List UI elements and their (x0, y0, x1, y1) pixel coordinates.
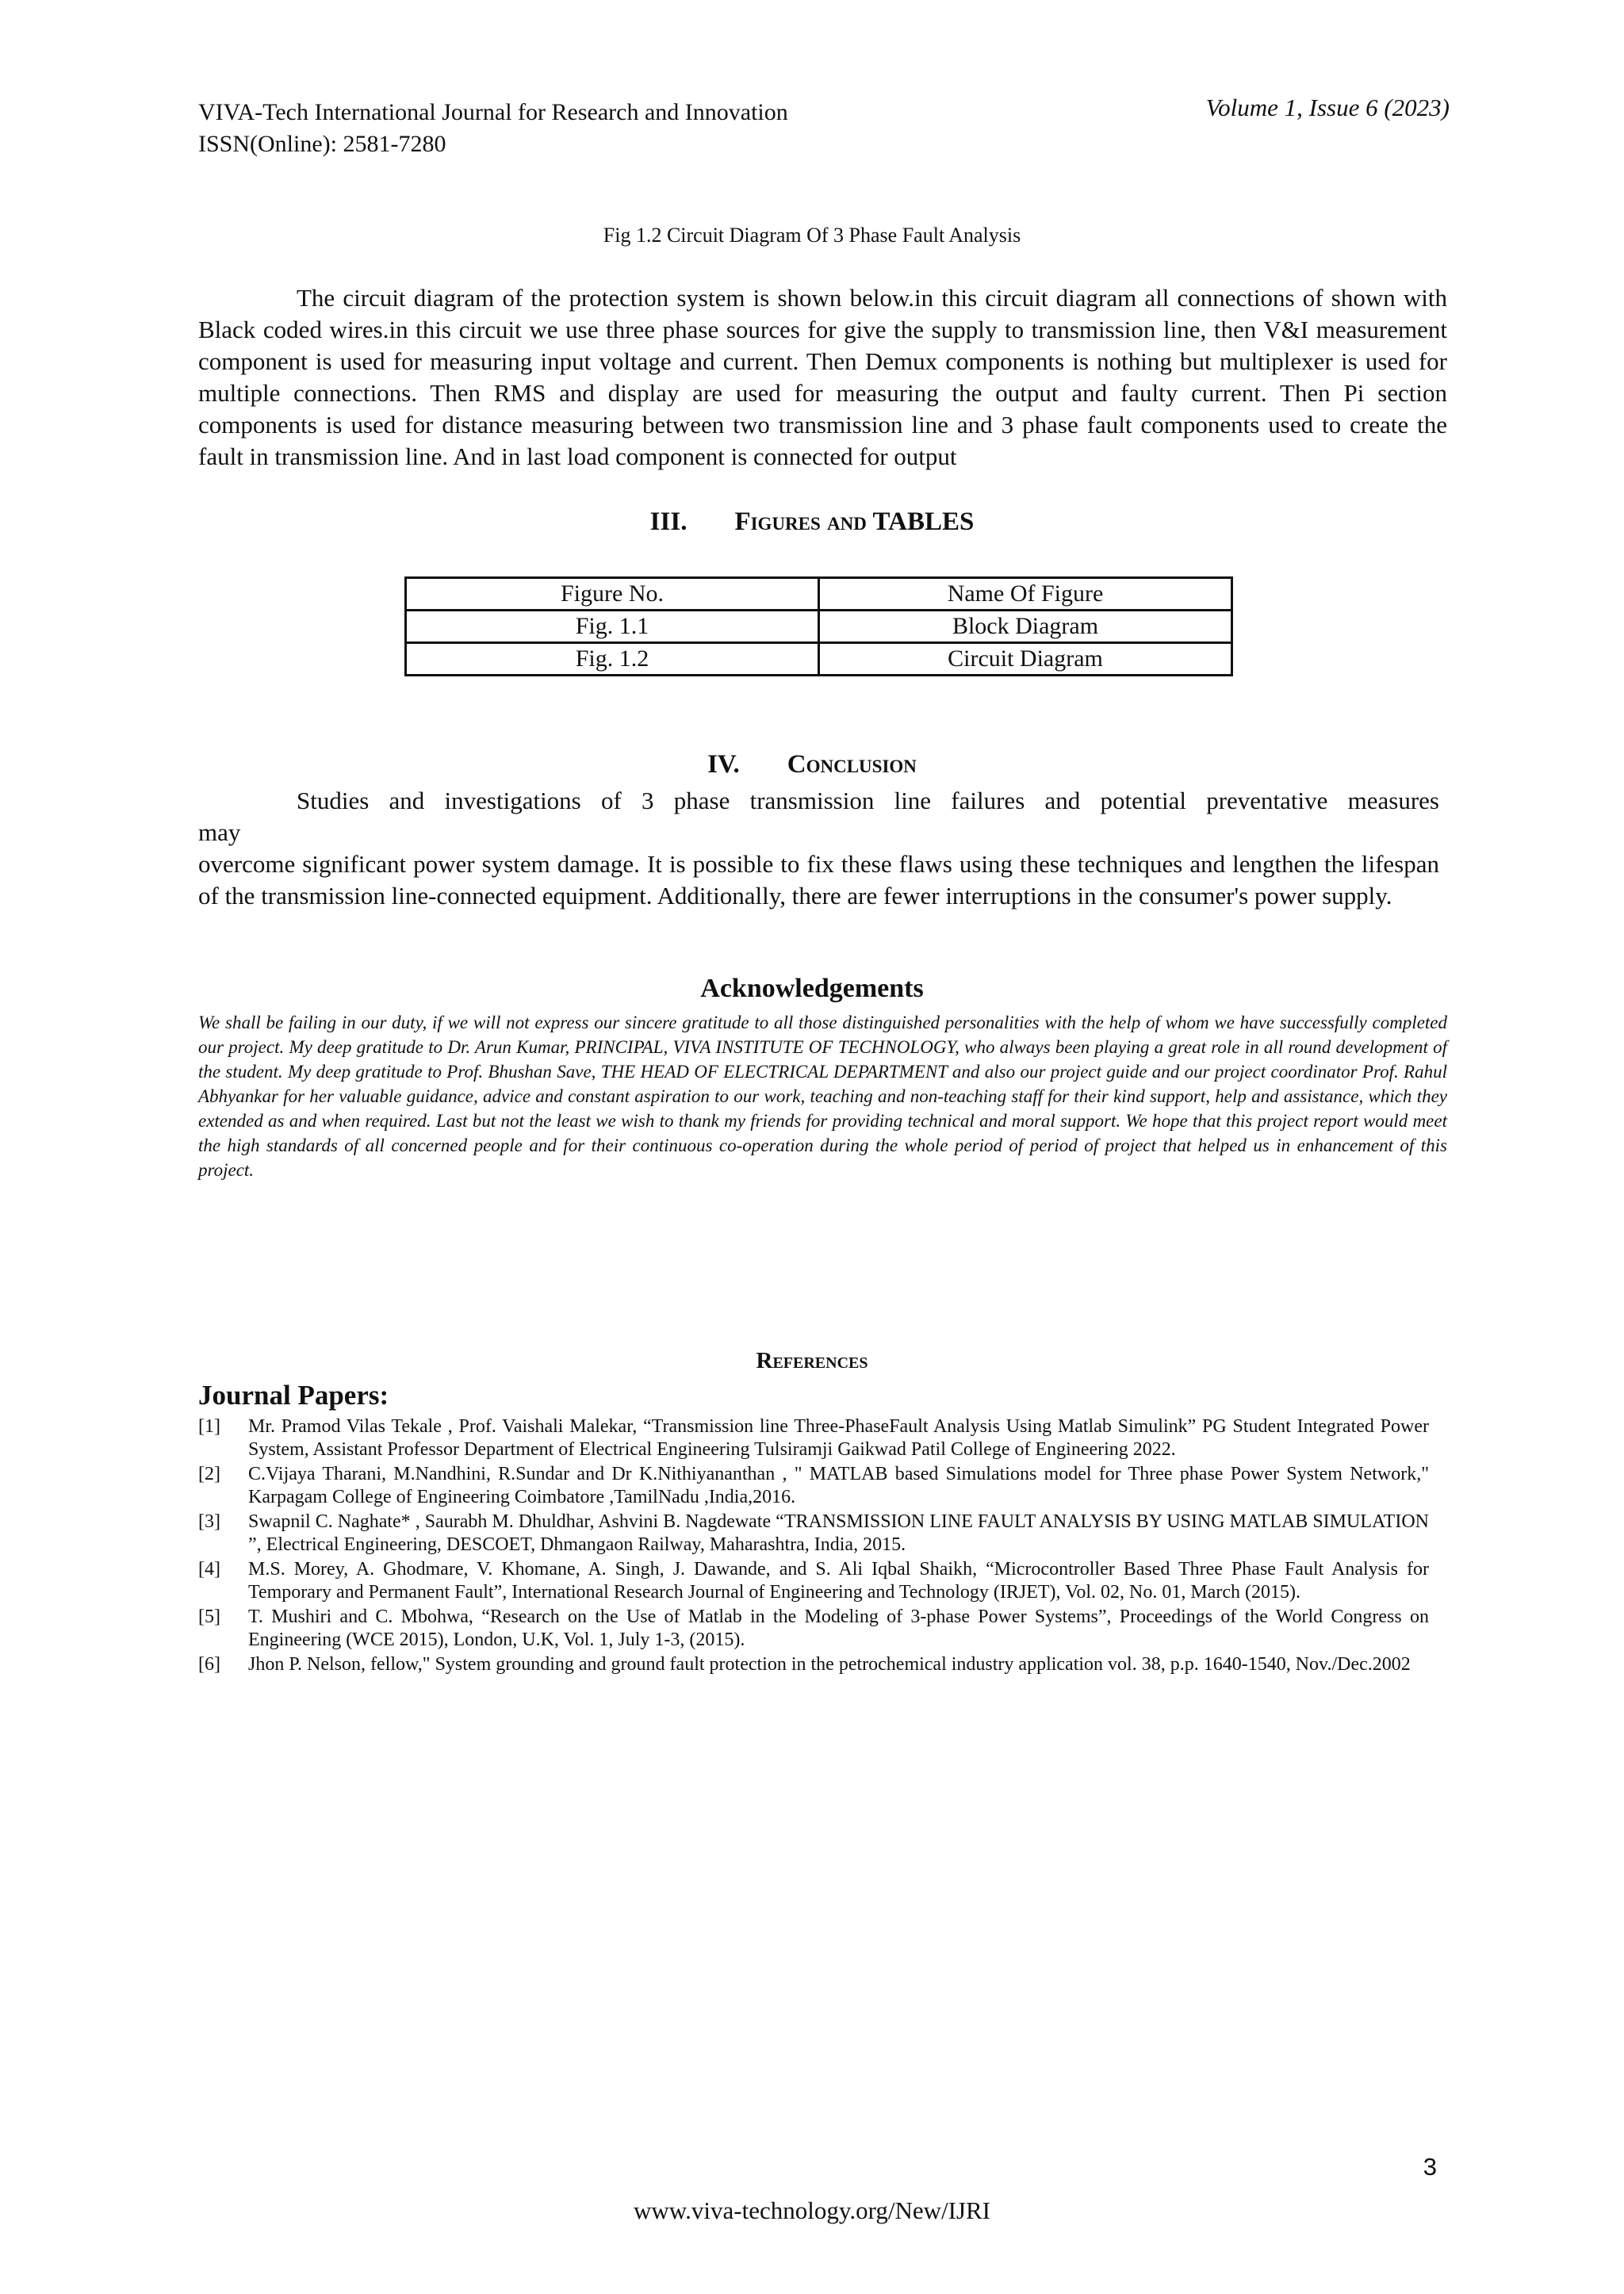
section-title: Conclusion (787, 750, 917, 779)
page-number: 3 (1423, 2153, 1437, 2181)
conclusion-line: Studies and investigations of 3 phase transmission line failures and potential preventative measures (297, 787, 1439, 814)
figures-table (404, 576, 1233, 676)
reference-number: [6] (198, 1654, 220, 1675)
table-header-cell: Figure No. (406, 578, 819, 611)
reference-number: [4] (198, 1559, 220, 1580)
conclusion-paragraph (198, 785, 1439, 912)
reference-number: [1] (198, 1416, 220, 1437)
section-number: IV. (707, 750, 740, 779)
table-cell: Fig. 1.2 (406, 643, 819, 676)
section-heading-conclusion (0, 750, 1624, 779)
references-heading: References (756, 1348, 868, 1373)
section-heading-figures-tables (0, 507, 1624, 537)
section-title-part: TABLES (866, 507, 975, 536)
acknowledgements-heading: Acknowledgements (700, 974, 924, 1003)
reference-text: Jhon P. Nelson, fellow," System grounding and ground fault protection in the petrochemical industry application vol. 38, p.p. 1640-1540, Nov./Dec.2002 (248, 1654, 1411, 1675)
journal-title: VIVA-Tech International Journal for Research and Innovation (198, 99, 788, 125)
reference-text: C.Vijaya Tharani, M.Nandhini, R.Sundar and Dr K.Nithiyananthan , " MATLAB based Simulations model for Three phase Power System Network," Karpagam College of Engineering Coimbatore ,TamilNadu ,India,2016. (248, 1464, 1429, 1507)
table-cell: Block Diagram (819, 611, 1232, 643)
table-header-row (406, 578, 1232, 611)
reference-item (198, 1653, 1429, 1676)
reference-item (198, 1511, 1429, 1557)
journal-header (198, 97, 788, 160)
table-cell: Circuit Diagram (819, 643, 1232, 676)
section-number: III. (649, 507, 688, 536)
table-row (406, 643, 1232, 676)
reference-item (198, 1415, 1429, 1461)
section-title-part: Figures and (734, 507, 867, 536)
reference-text: T. Mushiri and C. Mbohwa, “Research on the Use of Matlab in the Modeling of 3-phase Power Systems”, Proceedings of the World Congress on Engineering (WCE 2015), London, U.K, Vol. 1, July 1-3, (2015). (248, 1607, 1429, 1650)
acknowledgements-text: We shall be failing in our duty, if we will not express our sincere gratitude to all those distinguished personalities with the help of whom we have successfully completed our project. My deep gratitude to Dr. Arun Kumar, PRINCIPAL, VIVA INSTITUTE OF TECHNOLOGY, who always been playing a great role in all round development of the student. My deep gratitude to Prof. Bhushan Save, THE HEAD OF ELECTRICAL DEPARTMENT and also our project guide and our project coordinator Prof. Rahul Abhyankar for her valuable guidance, advice and constant aspiration to our work, teaching and non-teaching staff for their kind support, help and assistance, which they extended as and when required. Last but not the least we wish to thank my friends for providing technical and moral support. We hope that this project report would meet the high standards of all concerned people and for their continuous co-operation during the whole period of period of project that helped us in enhancement of this project. (198, 1013, 1447, 1180)
circuit-paragraph: The circuit diagram of the protection system is shown below.in this circuit diagram all connections of shown with Black coded wires.in this circuit we use three phase sources for give the supply to transmission line, then V&I measurement component is used for measuring input voltage and current. Then Demux components is nothing but multiplexer is used for multiple connections. Then RMS and display are used for measuring the output and faulty current. Then Pi section components is used for distance measuring between two transmission line and 3 phase fault components used to create the fault in transmission line. And in last load component is connected for output (198, 284, 1447, 470)
journal-issn: ISSN(Online): 2581-7280 (198, 131, 446, 157)
table-row (406, 611, 1232, 643)
reference-text: Swapnil C. Naghate* , Saurabh M. Dhuldhar, Ashvini B. Nagdewate “TRANSMISSION LINE FAULT ANALYSIS BY USING MATLAB SIMULATION ”, Electrical Engineering, DESCOET, Dhmangaon Railway, Maharashtra, India, 2015. (248, 1511, 1429, 1555)
table-header-cell: Name Of Figure (819, 578, 1232, 611)
reference-number: [5] (198, 1607, 220, 1627)
reference-list (198, 1415, 1429, 1678)
conclusion-line: may (198, 818, 241, 846)
conclusion-text: overcome significant power system damage. It is possible to fix these flaws using these techniques and lengthen the lifespan of the transmission line-connected equipment. Additionally, there are fewer interruptions in the consumer's power supply. (198, 850, 1439, 910)
reference-text: M.S. Morey, A. Ghodmare, V. Khomane, A. Singh, J. Dawande, and S. Ali Iqbal Shaikh, “Microcontroller Based Three Phase Fault Analysis for Temporary and Permanent Fault”, International Research Journal of Engineering and Technology (IRJET), Vol. 02, No. 01, March (2015). (248, 1559, 1429, 1603)
reference-text: Mr. Pramod Vilas Tekale , Prof. Vaishali Malekar, “Transmission line Three-PhaseFault Analysis Using Matlab Simulink” PG Student Integrated Power System, Assistant Professor Department of Electrical Engineering Tulsiramji Gaikwad Patil College of Engineering 2022. (248, 1416, 1429, 1460)
journal-papers-heading: Journal Papers: (198, 1380, 389, 1411)
table-cell: Fig. 1.1 (406, 611, 819, 643)
reference-number: [3] (198, 1511, 220, 1532)
figure-caption: Fig 1.2 Circuit Diagram Of 3 Phase Fault Analysis (603, 224, 1021, 247)
reference-item (198, 1463, 1429, 1509)
reference-item (198, 1606, 1429, 1652)
footer-url: www.viva-technology.org/New/IJRI (634, 2196, 990, 2224)
reference-number: [2] (198, 1464, 220, 1484)
reference-item (198, 1558, 1429, 1604)
volume-issue: Volume 1, Issue 6 (2023) (1205, 94, 1450, 121)
